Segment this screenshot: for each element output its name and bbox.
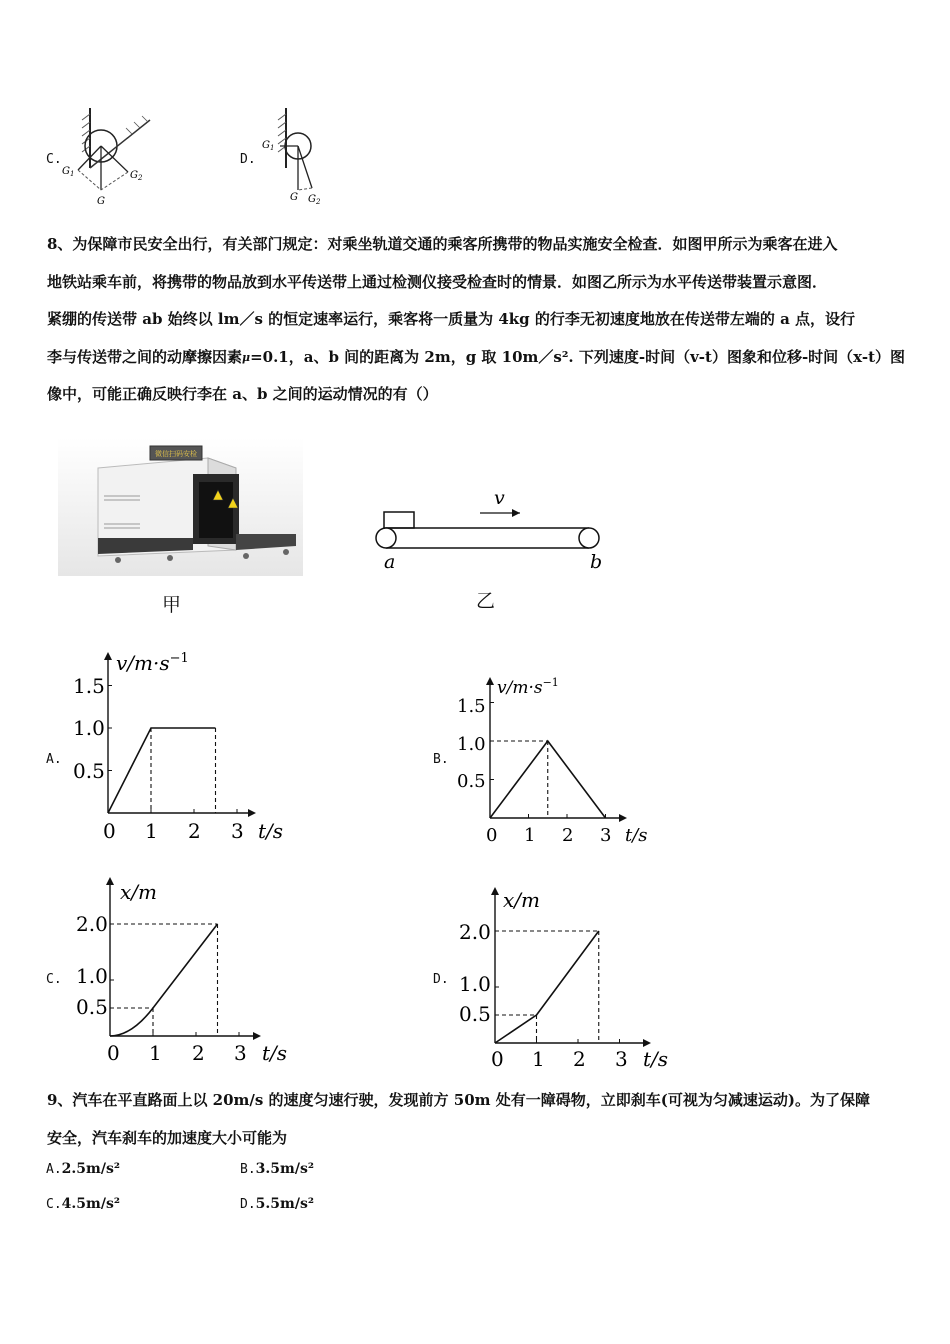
- graph-a-ytick: 0.5: [73, 759, 105, 783]
- graph-b-ylabel: v/m·s: [497, 678, 543, 698]
- graph-a-ytick: 1.0: [73, 716, 105, 740]
- roller-b: [579, 528, 599, 548]
- q8-line-4: 李与传送带之间的动摩擦因素$^\mu$=0.1，a、b 间的距离为 2m，g 取 10m／s². 下列速度-时间（v-t）图象和位移-时间（x-t）图: [47, 347, 905, 366]
- option-c-figure: [60, 108, 160, 208]
- graph-a: [60, 650, 320, 850]
- belt-v-label: v: [494, 487, 505, 509]
- scanner-sign: 微信扫码安检: [155, 450, 197, 458]
- option-c-label: C.: [46, 152, 62, 167]
- graph-d-xlabel: t/s: [643, 1047, 669, 1071]
- graph-b-ytick: 1.0: [457, 734, 486, 755]
- graph-d-ylabel: x/m: [503, 888, 540, 912]
- graph-a-xlabel: t/s: [258, 819, 284, 843]
- q9-option-a[interactable]: A.2.5m/s²: [46, 1161, 120, 1177]
- q8-line-1: 8、为保障市民安全出行，有关部门规定：对乘坐轨道交通的乘客所携带的物品实施安全检查．如图甲所示为乘客在进入: [47, 235, 838, 253]
- series-line: [110, 924, 218, 1036]
- option-d-figure: [258, 108, 348, 208]
- board: [90, 120, 150, 168]
- graph-d-xtick: 2: [573, 1047, 586, 1071]
- svg-text:v/m·s−1: $v/m\cdot s^{-1}$: [497, 676, 559, 698]
- graph-b-xtick: 3: [600, 825, 612, 846]
- svg-text:G: G: [290, 192, 298, 203]
- question-9-text: [47, 1082, 909, 1157]
- svg-text:G1: $G_1$: [262, 140, 275, 152]
- graph-b-xlabel: t/s: [625, 825, 648, 846]
- graph-c: [60, 875, 300, 1075]
- label-g1: G: [62, 166, 70, 177]
- belt-b-label: b: [590, 551, 603, 573]
- y-axis-arrow: [106, 877, 114, 885]
- q9-option-d[interactable]: D.5.5m/s²: [240, 1196, 314, 1212]
- luggage-box: [384, 512, 414, 528]
- q8-line-5: 像中，可能正确反映行李在 a、b 之间的运动情况的有（）: [47, 385, 438, 403]
- graph-c-xtick: 2: [192, 1041, 205, 1065]
- graph-d-xtick: 3: [615, 1047, 628, 1071]
- security-scanner-image: [58, 438, 303, 578]
- x-axis-arrow: [643, 1039, 651, 1047]
- graph-d-ytick: 2.0: [459, 920, 491, 944]
- graph-c-label: C.: [46, 972, 62, 987]
- svg-text:G2: $G_2$: [130, 170, 143, 182]
- graph-d: [455, 883, 695, 1078]
- q9-line-2: 安全，汽车刹车的加速度大小可能为: [47, 1128, 288, 1147]
- graph-a-xtick: 0: [103, 819, 116, 843]
- fig-jia-caption: 甲: [162, 594, 182, 616]
- graph-d-xtick: 1: [532, 1047, 545, 1071]
- graph-a-xtick: 2: [188, 819, 201, 843]
- graph-a-label: A.: [46, 752, 62, 767]
- graph-b-ytick: 1.5: [457, 696, 486, 717]
- graph-c-xtick: 3: [234, 1041, 247, 1065]
- svg-text:v/m·s−1: $v/m\cdot s^{-1}$: [116, 651, 189, 675]
- graph-c-ytick: 0.5: [76, 995, 108, 1019]
- q8-line-2: 地铁站乘车前，将携带的物品放到水平传送带上通过检测仪接受检查时的情景．如图乙所示为水平传送带装置示意图．: [47, 272, 828, 291]
- force-g2: [101, 146, 128, 172]
- x-axis-arrow: [248, 809, 256, 817]
- option-d-label: D.: [240, 152, 256, 167]
- graph-c-ytick: 1.0: [76, 964, 108, 988]
- graph-b-xtick: 2: [562, 825, 574, 846]
- x-axis-arrow: [253, 1032, 261, 1040]
- graph-a-ylabel: v/m·s: [116, 651, 170, 675]
- graph-a-xtick: 1: [145, 819, 158, 843]
- belt-a-label: a: [384, 551, 396, 573]
- q8-line-3: 紧绷的传送带 ab 始终以 lm／s 的恒定速率运行，乘客将一质量为 4kg 的行李无初速度地放在传送带左端的 a 点，设行: [47, 310, 856, 328]
- y-axis-arrow: [104, 652, 112, 660]
- graph-c-xtick: 1: [149, 1041, 162, 1065]
- question-8-text: [47, 226, 909, 414]
- q9-option-c[interactable]: C.4.5m/s²: [46, 1196, 120, 1212]
- svg-text:G1: $G_1$: [62, 166, 75, 178]
- x-axis-arrow: [619, 814, 627, 822]
- graph-d-label: D.: [433, 972, 449, 987]
- q9-option-b[interactable]: B.3.5m/s²: [240, 1161, 314, 1177]
- graph-c-ylabel: x/m: [120, 880, 157, 904]
- roller-a: [376, 528, 396, 548]
- svg-text:G2: $G_2$: [308, 194, 321, 206]
- graph-c-ytick: 2.0: [76, 912, 108, 936]
- y-axis-arrow: [491, 887, 499, 895]
- label-g: G: [97, 196, 105, 207]
- graph-d-ytick: 0.5: [459, 1002, 491, 1026]
- graph-b-xtick: 0: [486, 825, 498, 846]
- graph-b-xtick: 1: [524, 825, 536, 846]
- conveyor-belt-diagram: [370, 484, 610, 579]
- graph-b-ytick: 0.5: [457, 771, 486, 792]
- graph-b-label: B.: [433, 752, 449, 767]
- q9-line-1: 9、汽车在平直路面上以 20m/s 的速度匀速行驶，发现前方 50m 处有一障碍物，立即刹车(可视为匀减速运动)。为了保障: [47, 1091, 870, 1109]
- label-g2: G: [130, 170, 138, 181]
- series-line: [495, 931, 599, 1043]
- graph-a-ytick: 1.5: [73, 674, 105, 698]
- graph-c-xlabel: t/s: [262, 1041, 288, 1065]
- graph-b: [455, 675, 665, 855]
- series-line: [108, 728, 216, 813]
- graph-c-xtick: 0: [107, 1041, 120, 1065]
- graph-a-xtick: 3: [231, 819, 244, 843]
- graph-d-xtick: 0: [491, 1047, 504, 1071]
- mu-symbol: μ: [242, 350, 251, 364]
- graph-d-ytick: 1.0: [459, 972, 491, 996]
- fig-yi-caption: 乙: [476, 590, 496, 612]
- y-axis-arrow: [486, 677, 494, 685]
- wall-hatch: [82, 114, 90, 152]
